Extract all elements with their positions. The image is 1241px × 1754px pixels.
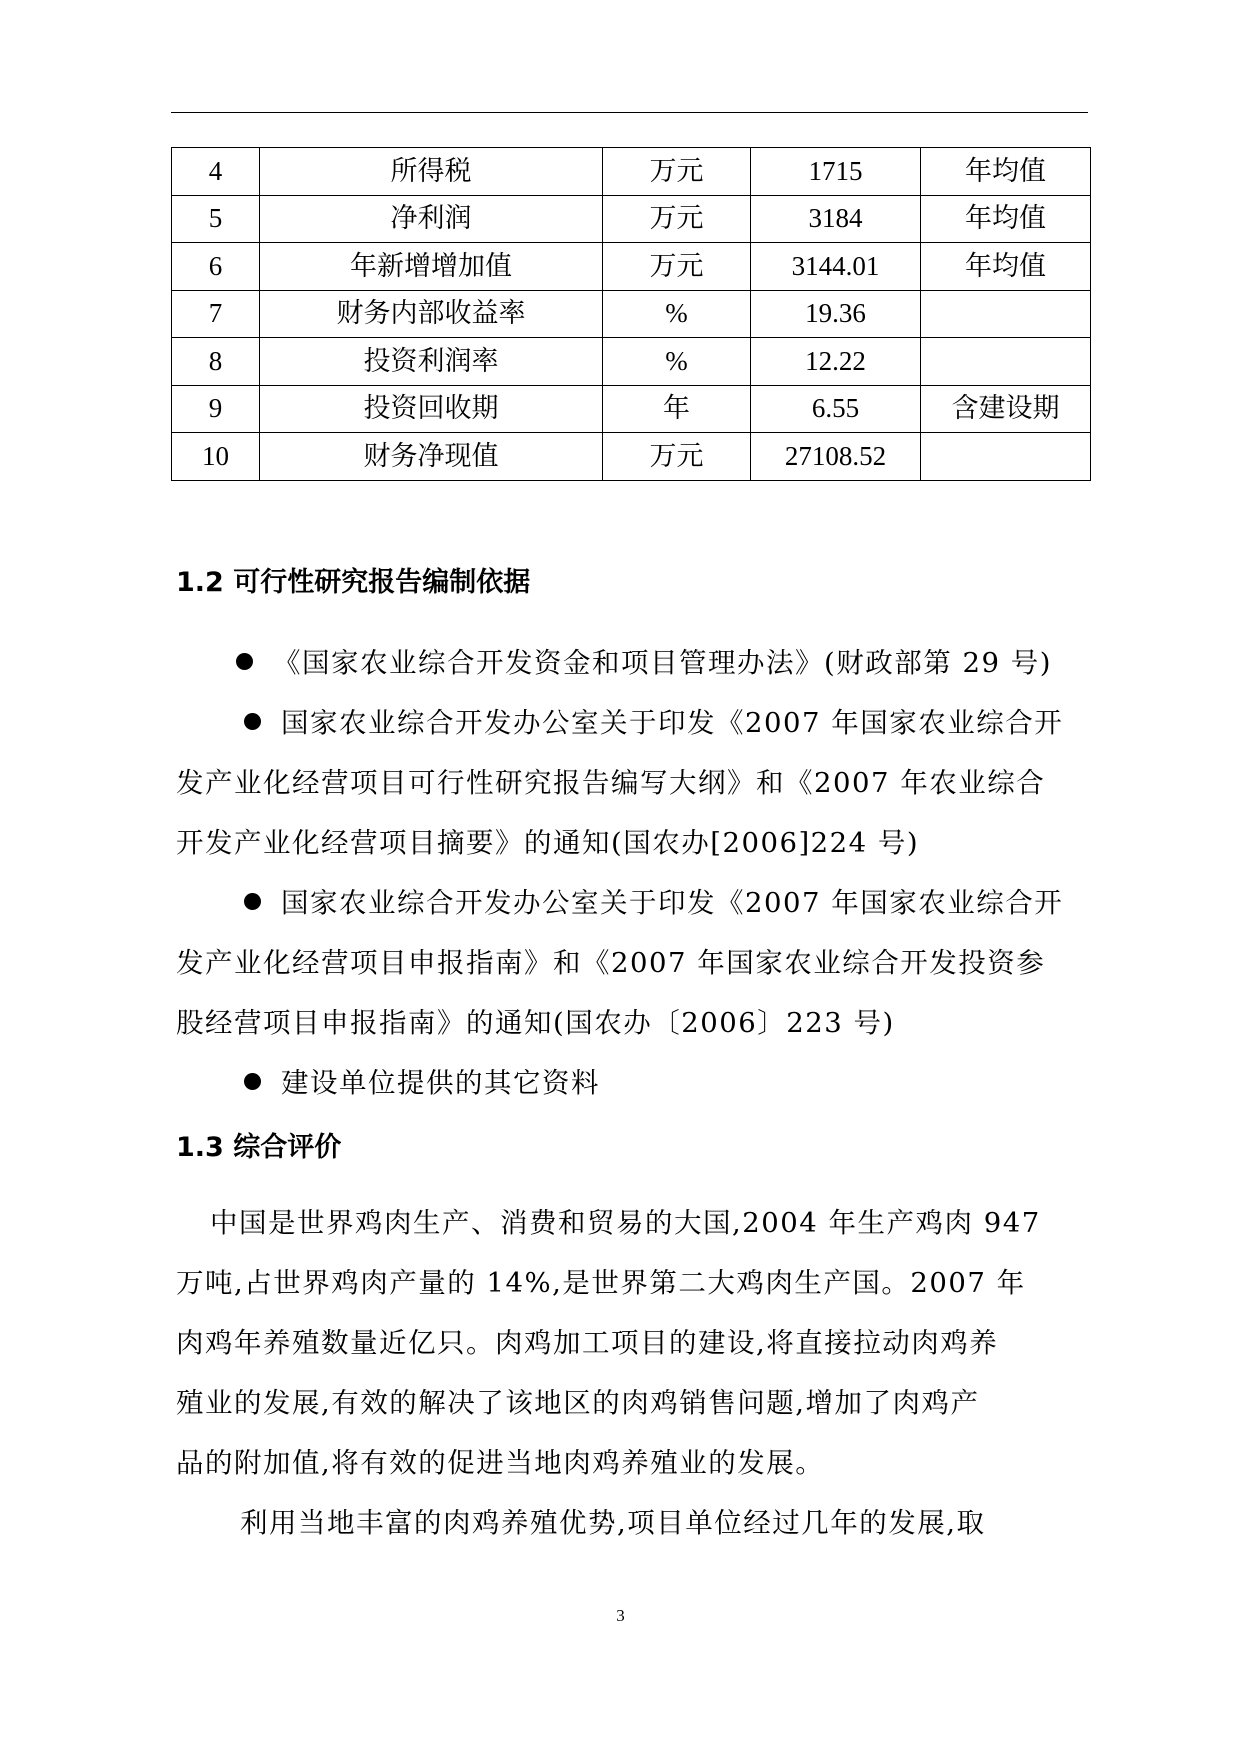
section-heading-1-3: 1.3 综合评价: [176, 1132, 342, 1163]
table-cell-no: 4: [172, 148, 260, 196]
table-cell-note: [921, 338, 1091, 386]
bullet-item-2: 国家农业综合开发办公室关于印发《2007 年国家农业综合开 发产业化经营项目可行性研究报告编写大纲》和《2007 年农业综合 开发产业化经营项目摘要》的通知(国农办[2006]224 号): [176, 707, 1064, 859]
page-number: 3: [616, 1606, 625, 1625]
table-row: [172, 338, 1091, 386]
table-cell-value: 6.55: [751, 385, 921, 433]
table-cell-item: 财务内部收益率: [260, 290, 603, 338]
table-cell-item: 年新增增加值: [260, 243, 603, 291]
table-cell-unit: 万元: [603, 433, 751, 481]
table-cell-note: 年均值: [921, 148, 1091, 196]
table-cell-no: 10: [172, 433, 260, 481]
table-cell-no: 9: [172, 385, 260, 433]
table-cell-value: 3184: [751, 195, 921, 243]
bullet-item-1: 《国家农业综合开发资金和项目管理办法》(财政部第 29 号): [176, 633, 1088, 693]
table-cell-unit: 万元: [603, 148, 751, 196]
table-cell-unit: 万元: [603, 195, 751, 243]
table-cell-note: 年均值: [921, 195, 1091, 243]
table-row: [172, 290, 1091, 338]
header-rule: [171, 112, 1088, 113]
table-cell-value: 1715: [751, 148, 921, 196]
paragraph-advantage: 利用当地丰富的肉鸡养殖优势,项目单位经过几年的发展,取: [240, 1507, 986, 1539]
table-cell-no: 6: [172, 243, 260, 291]
bullet-dot-icon: [244, 1073, 261, 1090]
bullet-dot-icon: [244, 893, 261, 910]
table-row: [172, 385, 1091, 433]
paragraph-overview: 中国是世界鸡肉生产、消费和贸易的大国,2004 年生产鸡肉 947 万吨,占世界鸡肉产量的 14%,是世界第二大鸡肉生产国。2007 年 肉鸡年养殖数量近亿只。肉鸡加工项目的建设,将直接拉动肉鸡养 殖业的发展,有效的解决了该地区的肉鸡销售问题,增加了肉鸡产 品的附加值,将有效的促进当地肉鸡养殖业的发展。: [176, 1207, 1041, 1479]
table-cell-value: 3144.01: [751, 243, 921, 291]
table-cell-unit: 万元: [603, 243, 751, 291]
table-row: [172, 195, 1091, 243]
bullet-dot-icon: [244, 713, 261, 730]
table-row: [172, 243, 1091, 291]
table-cell-value: 19.36: [751, 290, 921, 338]
table-cell-no: 5: [172, 195, 260, 243]
bullet-item-4: 建设单位提供的其它资料: [176, 1053, 1088, 1113]
table-cell-note: 含建设期: [921, 385, 1091, 433]
bullet-dot-icon: [236, 653, 253, 670]
table-cell-unit: %: [603, 338, 751, 386]
table-cell-note: [921, 433, 1091, 481]
table-cell-item: 投资利润率: [260, 338, 603, 386]
table-cell-item: 净利润: [260, 195, 603, 243]
section-heading-1-2: 1.2 可行性研究报告编制依据: [176, 567, 531, 598]
table-row: [172, 433, 1091, 481]
table-cell-unit: 年: [603, 385, 751, 433]
table-cell-note: 年均值: [921, 243, 1091, 291]
table-cell-note: [921, 290, 1091, 338]
table-cell-unit: %: [603, 290, 751, 338]
table-cell-value: 27108.52: [751, 433, 921, 481]
table-cell-item: 财务净现值: [260, 433, 603, 481]
bullet-item-3: 国家农业综合开发办公室关于印发《2007 年国家农业综合开 发产业化经营项目申报指南》和《2007 年国家农业综合开发投资参 股经营项目申报指南》的通知(国农办〔2006〕223 号): [176, 887, 1064, 1039]
table-cell-item: 所得税: [260, 148, 603, 196]
table-row: [172, 148, 1091, 196]
table-cell-item: 投资回收期: [260, 385, 603, 433]
table-cell-value: 12.22: [751, 338, 921, 386]
table-cell-no: 8: [172, 338, 260, 386]
financial-indicators-table: [171, 147, 1091, 481]
table-cell-no: 7: [172, 290, 260, 338]
